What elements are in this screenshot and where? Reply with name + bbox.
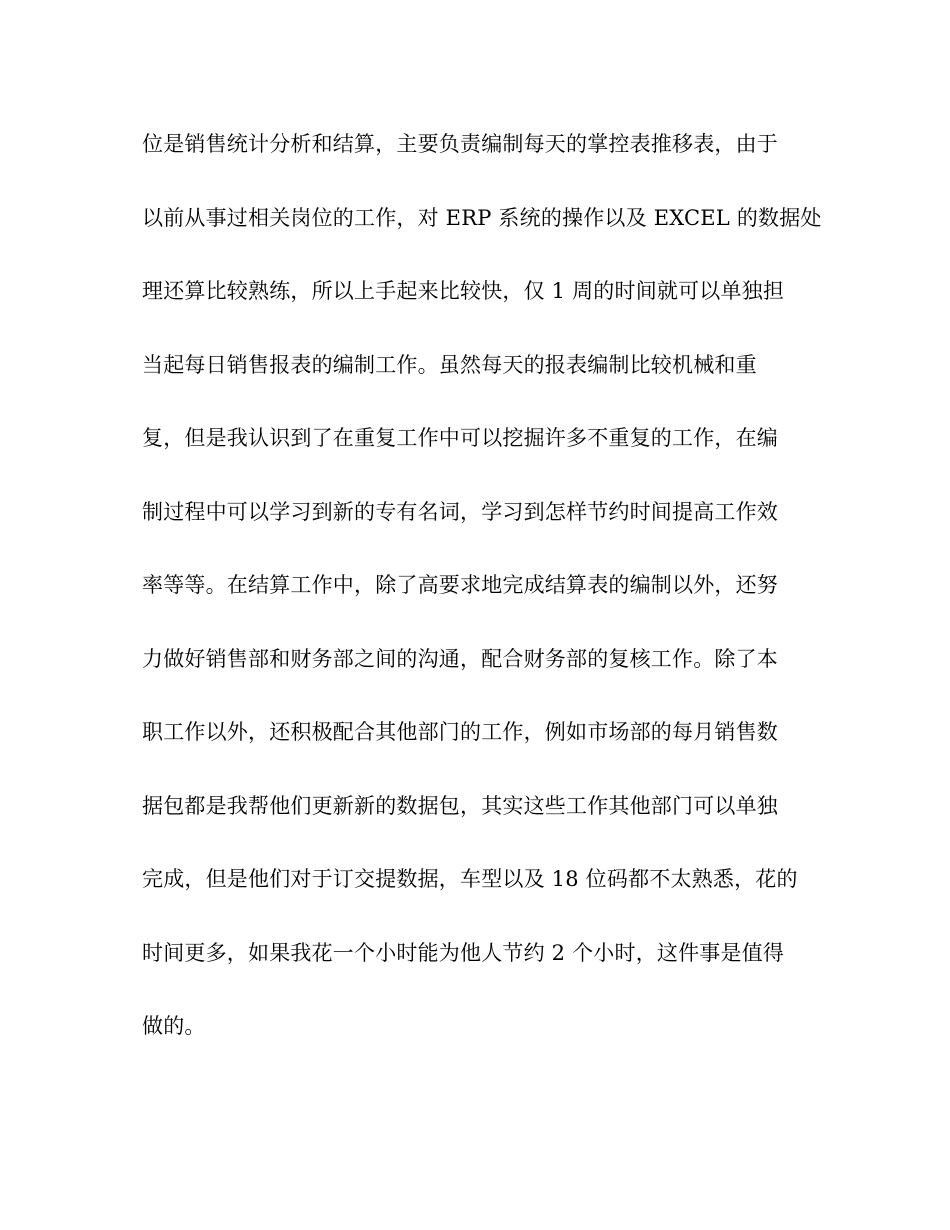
text-line-8: 力做好销售部和财务部之间的沟通，配合财务部的复核工作。除了本 [142, 646, 778, 671]
text-line-13: 做的。 [142, 1014, 206, 1038]
body-paragraph [142, 124, 822, 1080]
text-line-5: 复，但是我认识到了在重复工作中可以挖掘许多不重复的工作，在编 [142, 426, 778, 450]
text-line-2: 以前从事过相关岗位的工作，对 ERP 系统的操作以及 EXCEL 的数据处 [142, 205, 822, 230]
text-line-4: 当起每日销售报表的编制工作。虽然每天的报表编制比较机械和重 [142, 352, 757, 377]
text-line-9: 职工作以外，还积极配合其他部门的工作，例如市场部的每月销售数 [142, 720, 778, 744]
text-line-3: 理还算比较熟练，所以上手起来比较快，仅 1 周的时间就可以单独担 [142, 279, 785, 303]
text-line-12: 时间更多，如果我花一个小时能为他人节约 2 个小时，这件事是值得 [142, 940, 785, 965]
text-line-7: 率等等。在结算工作中，除了高要求地完成结算表的编制以外，还努 [142, 573, 778, 597]
text-line-6: 制过程中可以学习到新的专有名词，学习到怎样节约时间提高工作效 [142, 499, 778, 524]
text-line-1: 位是销售统计分析和结算，主要负责编制每天的掌控表推移表，由于 [142, 132, 778, 156]
text-line-10: 据包都是我帮他们更新新的数据包，其实这些工作其他部门可以单独 [142, 793, 778, 818]
text-line-11: 完成，但是他们对于订交提数据，车型以及 18 位码都不太熟悉，花的 [142, 867, 798, 891]
